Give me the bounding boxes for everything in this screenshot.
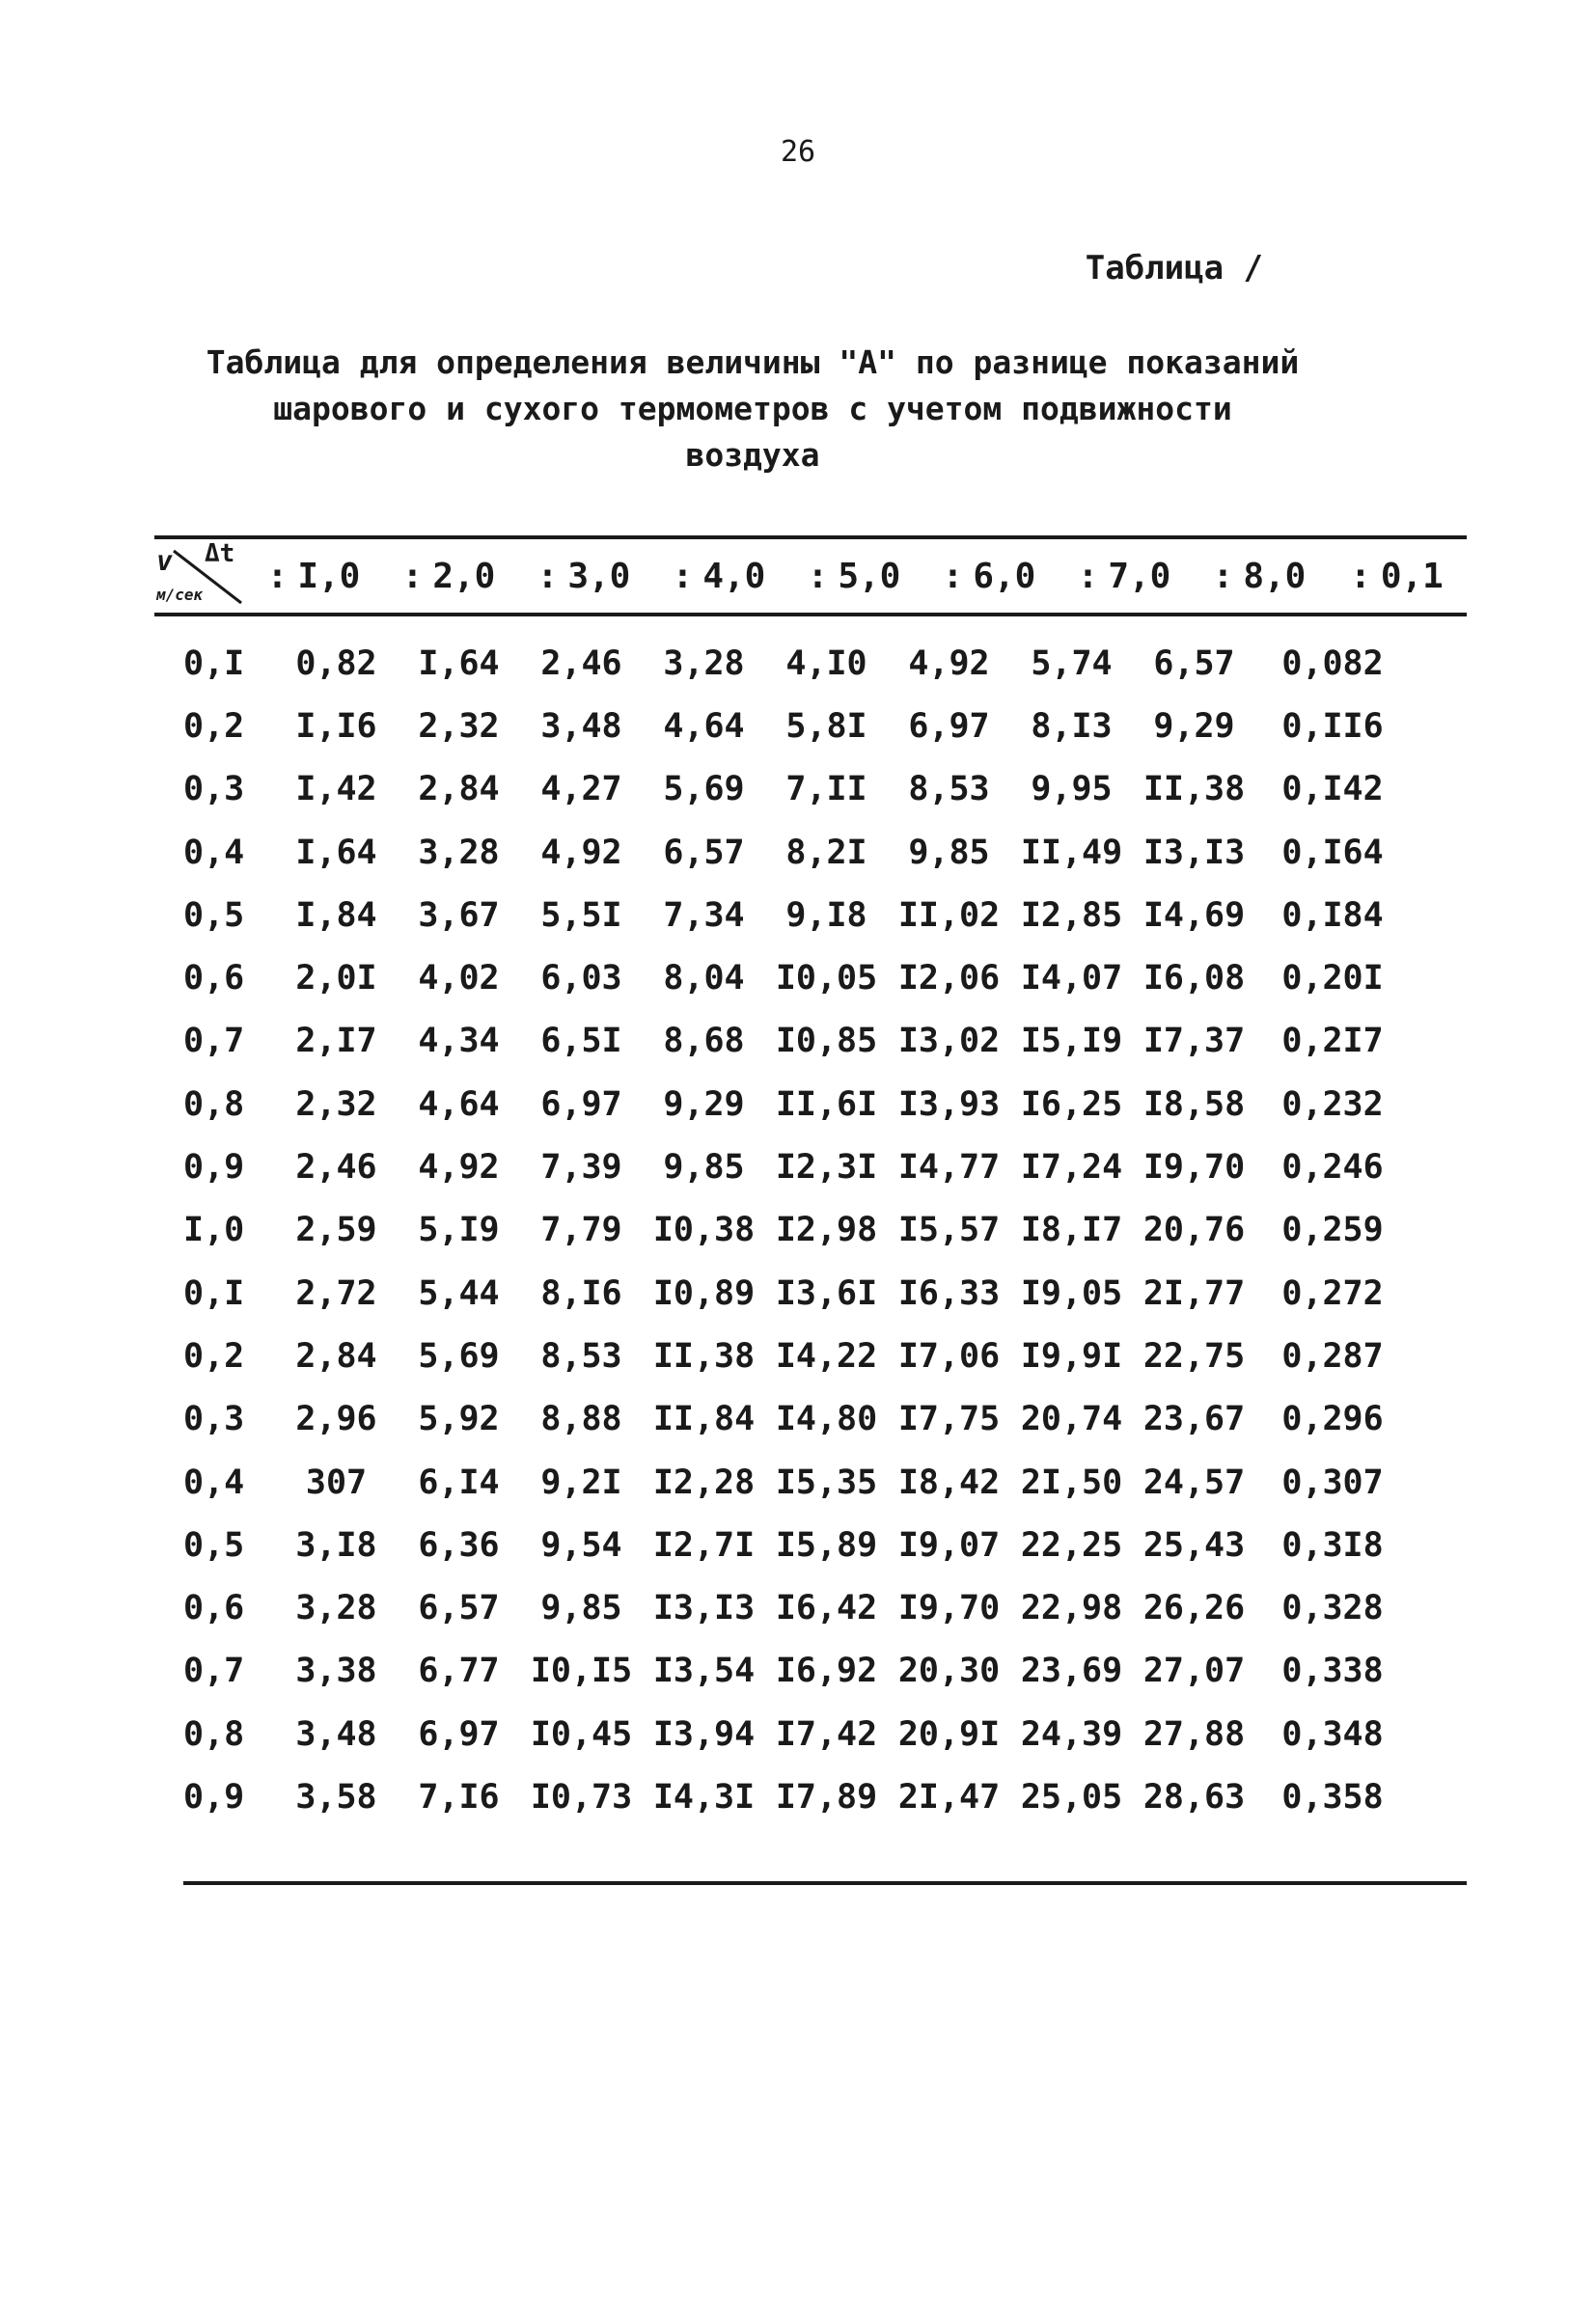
table-cell: 0,348	[1281, 1714, 1384, 1754]
table-cell: 0,2I7	[1281, 1022, 1384, 1061]
row-velocity: 0,2	[183, 706, 245, 746]
table-cell: I0,38	[652, 1211, 756, 1250]
table-cell: I3,6I	[775, 1273, 878, 1313]
table-cell: 4,34	[418, 1022, 500, 1061]
table-cell: 0,259	[1281, 1211, 1384, 1250]
table-cell: 5,69	[663, 770, 745, 809]
table-cell: 9,29	[663, 1084, 745, 1124]
table-row	[154, 1073, 1467, 1135]
table-cell: 8,88	[540, 1400, 622, 1439]
table-cell: I0,89	[652, 1273, 756, 1313]
caption-line: шарового и сухого термометров с учетом подвижности	[273, 390, 1232, 427]
caption-line: воздуха	[685, 436, 820, 474]
column-symbol: Δt	[205, 539, 235, 568]
table-cell: 4,27	[540, 770, 622, 809]
table-cell: I6,33	[897, 1273, 1001, 1313]
row-velocity: 0,I	[183, 1273, 245, 1313]
table-label: Таблица /	[1085, 249, 1263, 287]
table-cell: 25,43	[1142, 1525, 1246, 1565]
column-separator: :	[672, 556, 694, 596]
row-velocity: 0,8	[183, 1084, 245, 1124]
table-row	[154, 1262, 1467, 1325]
table-row	[154, 632, 1467, 695]
table-cell: 9,85	[540, 1589, 622, 1628]
row-velocity: 0,3	[183, 770, 245, 809]
table-row	[154, 695, 1467, 757]
table-cell: I0,73	[530, 1777, 633, 1817]
row-velocity: 0,4	[183, 1463, 245, 1502]
table-cell: I5,57	[897, 1211, 1001, 1250]
table-cell: I4,69	[1142, 895, 1246, 935]
table-cell: I7,42	[775, 1714, 878, 1754]
table-cell: I7,24	[1020, 1148, 1123, 1188]
table-cell: I,42	[295, 770, 377, 809]
table-cell: I3,02	[897, 1022, 1001, 1061]
table-cell: I4,80	[775, 1400, 878, 1439]
column-header	[1057, 557, 1192, 596]
table-cell: 0,082	[1281, 643, 1384, 683]
table-cell: 28,63	[1142, 1777, 1246, 1817]
column-separator: :	[1350, 556, 1371, 596]
table-row	[154, 1576, 1467, 1639]
row-symbol: v	[156, 545, 173, 577]
table-row	[154, 821, 1467, 884]
table-cell: 0,82	[295, 643, 377, 683]
row-velocity: 0,7	[183, 1652, 245, 1691]
table-cell: II,02	[897, 895, 1001, 935]
table-cell: 0,296	[1281, 1400, 1384, 1439]
table-cell: 3,67	[418, 895, 500, 935]
table-cell: 6,77	[418, 1652, 500, 1691]
table-row	[154, 1640, 1467, 1703]
row-velocity: 0,9	[183, 1148, 245, 1188]
table-row	[154, 1451, 1467, 1514]
table-cell: 4,92	[908, 643, 990, 683]
table-cell: I,84	[295, 895, 377, 935]
table-cell: 6,I4	[418, 1463, 500, 1502]
table-cell: 9,54	[540, 1525, 622, 1565]
table-cell: 23,69	[1020, 1652, 1123, 1691]
table-cell: 5,5I	[540, 895, 622, 935]
table-bottom-rule	[183, 1881, 1467, 1885]
table-header-row	[154, 539, 1467, 613]
row-velocity: 0,8	[183, 1714, 245, 1754]
table-cell: I5,89	[775, 1525, 878, 1565]
table-row	[154, 1388, 1467, 1451]
table-cell: 3,28	[295, 1589, 377, 1628]
table-cell: 23,67	[1142, 1400, 1246, 1439]
column-separator: :	[1077, 556, 1099, 596]
table-cell: I0,45	[530, 1714, 633, 1754]
table-row	[154, 1010, 1467, 1073]
table-cell: I6,25	[1020, 1084, 1123, 1124]
table-cell: I7,89	[775, 1777, 878, 1817]
table-cell: I6,08	[1142, 959, 1246, 998]
table-cell: 8,53	[540, 1336, 622, 1376]
column-header	[246, 557, 381, 596]
table-cell: 0,328	[1281, 1589, 1384, 1628]
row-velocity: 0,6	[183, 1589, 245, 1628]
column-header-label: 6,0	[973, 556, 1036, 596]
table-cell: 9,2I	[540, 1463, 622, 1502]
table-cell: 2,46	[540, 643, 622, 683]
row-velocity: I,0	[183, 1211, 245, 1250]
table-cell: I9,70	[897, 1589, 1001, 1628]
table-cell: 8,68	[663, 1022, 745, 1061]
table-cell: 7,I6	[418, 1777, 500, 1817]
table-cell: 20,76	[1142, 1211, 1246, 1250]
table-cell: 3,48	[295, 1714, 377, 1754]
table-cell: 2,0I	[295, 959, 377, 998]
row-unit: м/сек	[156, 586, 204, 604]
table-cell: 2,32	[295, 1084, 377, 1124]
table-cell: I,I6	[295, 706, 377, 746]
table-body	[154, 632, 1467, 1829]
table-cell: 3,I8	[295, 1525, 377, 1565]
table-cell: II,84	[652, 1400, 756, 1439]
table-cell: 0,I84	[1281, 895, 1384, 935]
table-cell: I,64	[295, 833, 377, 872]
table-cell: I6,42	[775, 1589, 878, 1628]
table-cell: 0,338	[1281, 1652, 1384, 1691]
column-header	[651, 557, 786, 596]
table-cell: 0,3I8	[1281, 1525, 1384, 1565]
table-cell: II,38	[652, 1336, 756, 1376]
column-header	[922, 557, 1057, 596]
table-cell: 0,246	[1281, 1148, 1384, 1188]
table-cell: 3,28	[663, 643, 745, 683]
table-cell: I2,85	[1020, 895, 1123, 935]
table-cell: 3,48	[540, 706, 622, 746]
table-cell: 7,39	[540, 1148, 622, 1188]
table-cell: 20,30	[897, 1652, 1001, 1691]
table-cell: 0,307	[1281, 1463, 1384, 1502]
column-separator: :	[266, 556, 289, 596]
row-velocity: 0,5	[183, 1525, 245, 1565]
table-cell: II,38	[1142, 770, 1246, 809]
row-velocity: 0,6	[183, 959, 245, 998]
table-cell: 4,92	[540, 833, 622, 872]
table-cell: I0,I5	[530, 1652, 633, 1691]
table-cell: I7,06	[897, 1336, 1001, 1376]
row-velocity: 0,7	[183, 1022, 245, 1061]
table-cell: I3,93	[897, 1084, 1001, 1124]
table-cell: I9,07	[897, 1525, 1001, 1565]
table-header-rule	[154, 613, 1467, 616]
table-cell: I4,07	[1020, 959, 1123, 998]
table-row	[154, 1514, 1467, 1576]
table-cell: 9,29	[1153, 706, 1235, 746]
page-number: 26	[780, 135, 816, 169]
table-row	[154, 1199, 1467, 1262]
table-cell: I0,85	[775, 1022, 878, 1061]
table-cell: 4,64	[663, 706, 745, 746]
table-cell: 307	[305, 1463, 368, 1502]
table-cell: 2,96	[295, 1400, 377, 1439]
table-cell: I5,I9	[1020, 1022, 1123, 1061]
table-cell: 0,287	[1281, 1336, 1384, 1376]
table-cell: 0,I42	[1281, 770, 1384, 809]
table-cell: 0,II6	[1281, 706, 1384, 746]
table-row	[154, 946, 1467, 1009]
table-cell: 8,53	[908, 770, 990, 809]
table-cell: 9,85	[908, 833, 990, 872]
column-header-label: I,0	[297, 556, 361, 596]
column-separator: :	[537, 556, 559, 596]
table-cell: I8,42	[897, 1463, 1001, 1502]
table-cell: 6,57	[663, 833, 745, 872]
table-cell: 6,03	[540, 959, 622, 998]
column-header-label: 5,0	[838, 556, 901, 596]
table-cell: 0,272	[1281, 1273, 1384, 1313]
row-velocity: 0,3	[183, 1400, 245, 1439]
table-cell: 9,95	[1031, 770, 1113, 809]
table-cell: 6,5I	[540, 1022, 622, 1061]
table-cell: 2,I7	[295, 1022, 377, 1061]
table-cell: I3,I3	[1142, 833, 1246, 872]
table-cell: I8,I7	[1020, 1211, 1123, 1250]
table-cell: I9,9I	[1020, 1336, 1123, 1376]
column-header-label: 7,0	[1108, 556, 1171, 596]
table-cell: I2,06	[897, 959, 1001, 998]
table-cell: 3,28	[418, 833, 500, 872]
table-cell: 27,07	[1142, 1652, 1246, 1691]
table-cell: I2,3I	[775, 1148, 878, 1188]
table-cell: 9,85	[663, 1148, 745, 1188]
row-velocity: 0,2	[183, 1336, 245, 1376]
table-cell: 2,59	[295, 1211, 377, 1250]
column-header	[381, 557, 516, 596]
table-cell: 5,74	[1031, 643, 1113, 683]
column-separator: :	[807, 556, 829, 596]
table-cell: 22,98	[1020, 1589, 1123, 1628]
table-cell: 24,57	[1142, 1463, 1246, 1502]
header-cells	[246, 557, 1467, 596]
table-cell: 8,04	[663, 959, 745, 998]
column-header	[1327, 557, 1467, 596]
table-cell: II,6I	[775, 1084, 878, 1124]
column-header-label: 0,1	[1380, 556, 1444, 596]
table-cell: 2,32	[418, 706, 500, 746]
table-cell: I2,7I	[652, 1525, 756, 1565]
table-cell: 22,75	[1142, 1336, 1246, 1376]
table-cell: 0,358	[1281, 1777, 1384, 1817]
table-cell: 5,8I	[785, 706, 867, 746]
table-cell: I0,05	[775, 959, 878, 998]
table-cell: I7,75	[897, 1400, 1001, 1439]
table-cell: 2,84	[295, 1336, 377, 1376]
table-cell: I2,28	[652, 1463, 756, 1502]
table-cell: 6,36	[418, 1525, 500, 1565]
column-separator: :	[1212, 556, 1234, 596]
column-header-label: 3,0	[567, 556, 631, 596]
table-cell: 2I,50	[1020, 1463, 1123, 1502]
table-cell: 2I,77	[1142, 1273, 1246, 1313]
table-cell: 7,II	[785, 770, 867, 809]
table-cell: 27,88	[1142, 1714, 1246, 1754]
table-cell: 4,02	[418, 959, 500, 998]
caption-line: Таблица для определения величины "А" по разнице показаний	[206, 343, 1300, 381]
table-cell: I6,92	[775, 1652, 878, 1691]
table-cell: 0,232	[1281, 1084, 1384, 1124]
table-cell: I9,70	[1142, 1148, 1246, 1188]
table-cell: 6,97	[418, 1714, 500, 1754]
column-header	[786, 557, 922, 596]
table-cell: 2,72	[295, 1273, 377, 1313]
table-cell: 5,69	[418, 1336, 500, 1376]
table-cell: I,64	[418, 643, 500, 683]
table-cell: 3,58	[295, 1777, 377, 1817]
table-cell: I3,I3	[652, 1589, 756, 1628]
table-cell: 8,I3	[1031, 706, 1113, 746]
table-cell: 6,97	[540, 1084, 622, 1124]
table-row	[154, 1135, 1467, 1198]
row-velocity: 0,4	[183, 833, 245, 872]
table-cell: 2,46	[295, 1148, 377, 1188]
table-row	[154, 1765, 1467, 1828]
table-cell: I8,58	[1142, 1084, 1246, 1124]
column-header-label: 2,0	[432, 556, 496, 596]
table-cell: 6,57	[418, 1589, 500, 1628]
column-header	[1192, 557, 1327, 596]
table-cell: I3,94	[652, 1714, 756, 1754]
column-header-label: 8,0	[1243, 556, 1307, 596]
row-velocity: 0,5	[183, 895, 245, 935]
table-row	[154, 758, 1467, 821]
table-cell: 20,9I	[897, 1714, 1001, 1754]
table-cell: 5,44	[418, 1273, 500, 1313]
table-cell: 26,26	[1142, 1589, 1246, 1628]
row-velocity: 0,9	[183, 1777, 245, 1817]
table-cell: 0,20I	[1281, 959, 1384, 998]
header-corner-cell	[154, 539, 246, 613]
table-cell: 9,I8	[785, 895, 867, 935]
table-cell: 7,79	[540, 1211, 622, 1250]
table-cell: 4,64	[418, 1084, 500, 1124]
table-cell: I3,54	[652, 1652, 756, 1691]
table-cell: II,49	[1020, 833, 1123, 872]
table-cell: 8,2I	[785, 833, 867, 872]
column-separator: :	[401, 556, 424, 596]
table-cell: 4,92	[418, 1148, 500, 1188]
table-caption	[183, 340, 1322, 478]
table-cell: 8,I6	[540, 1273, 622, 1313]
table-row	[154, 1325, 1467, 1387]
table-cell: I2,98	[775, 1211, 878, 1250]
table-cell: I4,3I	[652, 1777, 756, 1817]
table-row	[154, 1703, 1467, 1765]
table-cell: 7,34	[663, 895, 745, 935]
table-cell: 2I,47	[897, 1777, 1001, 1817]
table-cell: 25,05	[1020, 1777, 1123, 1817]
table-cell: 3,38	[295, 1652, 377, 1691]
column-separator: :	[942, 556, 964, 596]
table-cell: I4,77	[897, 1148, 1001, 1188]
table-cell: 5,I9	[418, 1211, 500, 1250]
table-cell: 6,97	[908, 706, 990, 746]
table-cell: 5,92	[418, 1400, 500, 1439]
table-cell: 2,84	[418, 770, 500, 809]
column-header-label: 4,0	[702, 556, 766, 596]
table-cell: I9,05	[1020, 1273, 1123, 1313]
table-row	[154, 884, 1467, 946]
table-cell: I4,22	[775, 1336, 878, 1376]
column-header	[516, 557, 651, 596]
table-cell: 6,57	[1153, 643, 1235, 683]
table-cell: I7,37	[1142, 1022, 1246, 1061]
table-cell: 4,I0	[785, 643, 867, 683]
table-cell: 0,I64	[1281, 833, 1384, 872]
table-cell: 24,39	[1020, 1714, 1123, 1754]
table-cell: 20,74	[1020, 1400, 1123, 1439]
row-velocity: 0,I	[183, 643, 245, 683]
data-table	[154, 535, 1467, 1829]
table-cell: 22,25	[1020, 1525, 1123, 1565]
table-cell: I5,35	[775, 1463, 878, 1502]
